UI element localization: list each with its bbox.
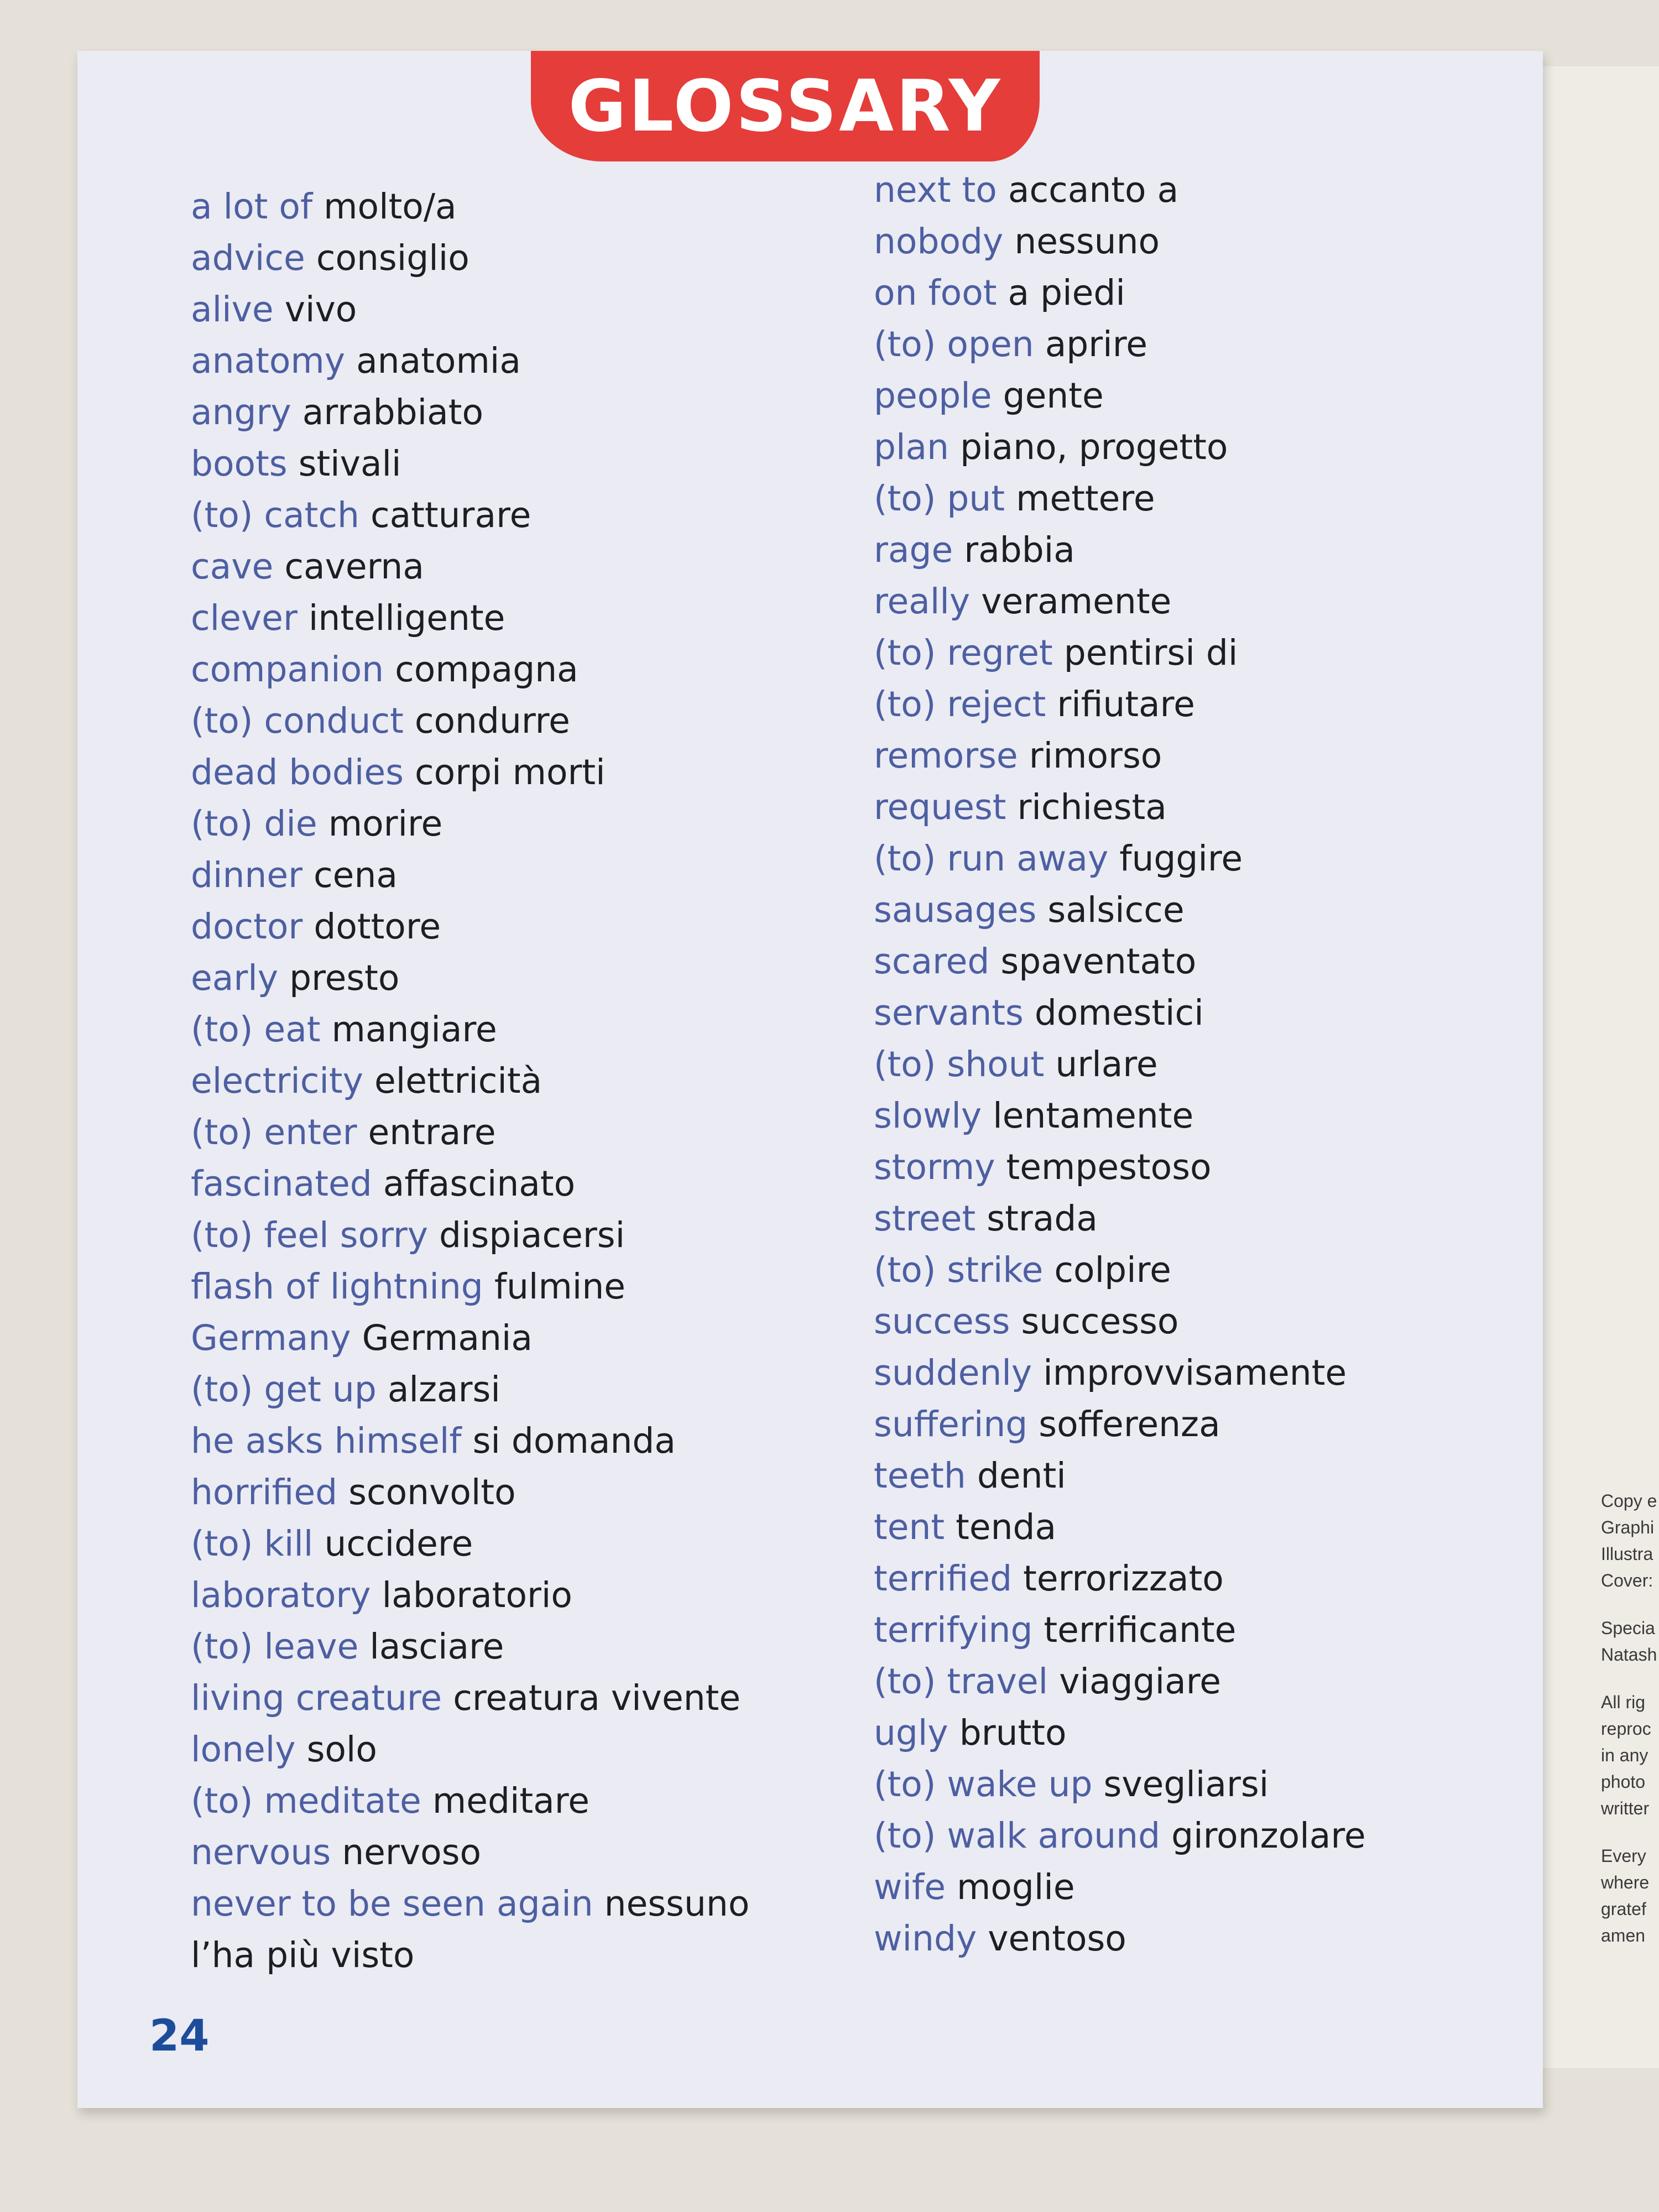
english-term: (to) put xyxy=(874,478,1005,519)
italian-translation: compagna xyxy=(395,649,578,690)
italian-translation: salsicce xyxy=(1047,890,1185,930)
glossary-entry xyxy=(191,489,854,541)
english-term: lonely xyxy=(191,1729,296,1770)
english-term: request xyxy=(874,787,1006,827)
glossary-entry xyxy=(874,679,1537,730)
credit-line: Every xyxy=(1601,1846,1646,1866)
english-term: (to) eat xyxy=(191,1009,321,1050)
italian-translation: Germania xyxy=(362,1318,533,1358)
italian-translation: laboratorio xyxy=(382,1575,572,1615)
english-term: (to) travel xyxy=(874,1661,1048,1702)
english-term: (to) run away xyxy=(874,838,1109,879)
glossary-entry xyxy=(191,1055,854,1107)
italian-translation: colpire xyxy=(1054,1250,1171,1290)
italian-translation: piano, progetto xyxy=(960,427,1228,467)
italian-translation: terrificante xyxy=(1044,1610,1237,1650)
english-term: tent xyxy=(874,1507,945,1547)
glossary-entry xyxy=(874,1450,1537,1501)
glossary-entry xyxy=(874,421,1537,473)
glossary-entry xyxy=(191,1312,854,1364)
italian-translation: rabbia xyxy=(964,530,1075,570)
glossary-entry xyxy=(874,1347,1537,1399)
glossary-column-left xyxy=(191,181,854,1981)
english-term: next to xyxy=(874,170,997,210)
english-term: stormy xyxy=(874,1147,995,1187)
credit-line: Illustra xyxy=(1601,1544,1653,1564)
credit-line: in any xyxy=(1601,1745,1648,1765)
glossary-entry xyxy=(191,1672,854,1724)
glossary-entry xyxy=(191,1621,854,1672)
italian-translation: ventoso xyxy=(988,1918,1126,1959)
glossary-entry xyxy=(191,901,854,952)
italian-translation: nessuno xyxy=(1014,221,1160,262)
english-term: (to) get up xyxy=(191,1369,377,1410)
italian-translation: uccidere xyxy=(324,1524,473,1564)
italian-translation: sofferenza xyxy=(1039,1404,1220,1444)
glossary-entry xyxy=(874,164,1537,216)
glossary-entry xyxy=(874,781,1537,833)
glossary-entry xyxy=(191,1209,854,1261)
glossary-entry xyxy=(874,1244,1537,1296)
glossary-entry xyxy=(191,284,854,335)
glossary-entry xyxy=(191,695,854,747)
english-term: (to) open xyxy=(874,324,1034,364)
english-term: (to) meditate xyxy=(191,1781,421,1821)
english-term: scared xyxy=(874,941,990,982)
italian-translation: accanto a xyxy=(1008,170,1179,210)
glossary-entry xyxy=(191,592,854,644)
italian-translation: stivali xyxy=(298,444,401,484)
italian-translation: moglie xyxy=(957,1867,1075,1907)
glossary-entry-continuation xyxy=(191,1929,854,1981)
credit-line: writter xyxy=(1601,1798,1650,1818)
english-term: terrified xyxy=(874,1558,1013,1599)
italian-translation: nessuno xyxy=(604,1884,750,1924)
english-term: terrifying xyxy=(874,1610,1033,1650)
italian-translation: rifiutare xyxy=(1057,684,1195,724)
glossary-entry xyxy=(874,1707,1537,1759)
glossary-entry xyxy=(191,644,854,695)
glossary-entry xyxy=(191,747,854,798)
credit-line xyxy=(1601,1594,1659,1615)
credit-line: All rig xyxy=(1601,1692,1646,1712)
english-term: alive xyxy=(191,289,274,330)
glossary-entry xyxy=(874,216,1537,267)
italian-translation: tempestoso xyxy=(1006,1147,1212,1187)
italian-translation: alzarsi xyxy=(387,1369,500,1410)
english-term: (to) catch xyxy=(191,495,359,535)
glossary-entry xyxy=(874,576,1537,627)
glossary-entry xyxy=(874,1759,1537,1810)
glossary-entry xyxy=(874,1913,1537,1964)
english-term: slowly xyxy=(874,1095,982,1136)
glossary-column-right xyxy=(874,164,1537,1964)
italian-translation: elettricità xyxy=(374,1061,542,1101)
italian-translation: caverna xyxy=(284,546,424,587)
english-term: really xyxy=(874,581,971,622)
glossary-entry xyxy=(191,798,854,849)
english-term: clever xyxy=(191,598,298,638)
italian-translation: a piedi xyxy=(1008,273,1125,313)
italian-translation: rimorso xyxy=(1029,735,1162,776)
english-term: a lot of xyxy=(191,186,313,227)
glossary-entry xyxy=(874,1656,1537,1707)
glossary-entry xyxy=(191,438,854,489)
glossary-entry xyxy=(874,1296,1537,1347)
english-term: rage xyxy=(874,530,953,570)
credit-line: photo xyxy=(1601,1772,1646,1792)
english-term: teeth xyxy=(874,1455,966,1496)
italian-translation: cena xyxy=(314,855,398,895)
glossary-entry xyxy=(874,1399,1537,1450)
english-term: flash of lightning xyxy=(191,1266,483,1307)
glossary-entry xyxy=(191,1518,854,1569)
italian-translation: aprire xyxy=(1045,324,1147,364)
italian-translation: fuggire xyxy=(1119,838,1243,879)
italian-translation: corpi morti xyxy=(415,752,606,792)
english-term: suffering xyxy=(874,1404,1028,1444)
english-term: nervous xyxy=(191,1832,331,1872)
italian-translation: dispiacersi xyxy=(439,1215,625,1255)
italian-translation-continued: l’ha più visto xyxy=(191,1935,415,1975)
italian-translation: spaventato xyxy=(1000,941,1197,982)
glossary-entry xyxy=(874,987,1537,1039)
glossary-page xyxy=(77,51,1543,2108)
italian-translation: catturare xyxy=(370,495,531,535)
english-term: (to) wake up xyxy=(874,1764,1093,1804)
english-term: remorse xyxy=(874,735,1018,776)
english-term: plan xyxy=(874,427,950,467)
glossary-entry xyxy=(191,1004,854,1055)
glossary-entry xyxy=(191,849,854,901)
glossary-entry xyxy=(874,1039,1537,1090)
glossary-entry xyxy=(874,1501,1537,1553)
glossary-entry xyxy=(191,1724,854,1775)
italian-translation: denti xyxy=(977,1455,1066,1496)
italian-translation: arrabbiato xyxy=(302,392,483,432)
credit-line xyxy=(1601,1668,1659,1689)
italian-translation: urlare xyxy=(1055,1044,1158,1084)
italian-translation: morire xyxy=(328,804,443,844)
english-term: living creature xyxy=(191,1678,442,1718)
english-term: advice xyxy=(191,238,305,278)
credit-line: Natash xyxy=(1601,1645,1657,1665)
page-title: GLOSSARY xyxy=(568,65,1003,148)
glossary-entry xyxy=(874,1861,1537,1913)
credit-line: amen xyxy=(1601,1926,1646,1945)
english-term: (to) shout xyxy=(874,1044,1045,1084)
italian-translation: veramente xyxy=(981,581,1172,622)
italian-translation: anatomia xyxy=(356,341,521,381)
glossary-entry xyxy=(191,232,854,284)
glossary-entry xyxy=(874,1604,1537,1656)
english-term: companion xyxy=(191,649,384,690)
glossary-entry xyxy=(874,473,1537,524)
english-term: (to) die xyxy=(191,804,317,844)
glossary-entry xyxy=(191,1158,854,1209)
english-term: doctor xyxy=(191,906,303,947)
glossary-entry xyxy=(191,1467,854,1518)
glossary-entry xyxy=(191,1878,854,1929)
english-term: he asks himself xyxy=(191,1421,462,1461)
glossary-entry xyxy=(874,833,1537,884)
italian-translation: improvvisamente xyxy=(1043,1353,1347,1393)
english-term: street xyxy=(874,1198,976,1239)
glossary-entry xyxy=(191,1827,854,1878)
credit-line xyxy=(1601,1822,1659,1843)
glossary-entry xyxy=(191,952,854,1004)
english-term: (to) feel sorry xyxy=(191,1215,429,1255)
italian-translation: pentirsi di xyxy=(1063,633,1238,673)
glossary-entry xyxy=(874,319,1537,370)
english-term: nobody xyxy=(874,221,1004,262)
italian-translation: si domanda xyxy=(472,1421,676,1461)
italian-translation: brutto xyxy=(959,1713,1067,1753)
credit-line: where xyxy=(1601,1872,1650,1892)
italian-translation: lasciare xyxy=(369,1626,504,1667)
english-term: laboratory xyxy=(191,1575,371,1615)
glossary-entry xyxy=(874,267,1537,319)
italian-translation: domestici xyxy=(1034,993,1204,1033)
italian-translation: intelligente xyxy=(308,598,505,638)
english-term: windy xyxy=(874,1918,977,1959)
english-term: early xyxy=(191,958,279,998)
italian-translation: vivo xyxy=(284,289,357,330)
english-term: (to) strike xyxy=(874,1250,1044,1290)
english-term: boots xyxy=(191,444,288,484)
glossary-entry xyxy=(191,1775,854,1827)
italian-translation: entrare xyxy=(368,1112,496,1152)
italian-translation: mangiare xyxy=(331,1009,497,1050)
credit-line: Specia xyxy=(1601,1618,1655,1638)
english-term: cave xyxy=(191,546,274,587)
italian-translation: meditare xyxy=(432,1781,590,1821)
italian-translation: solo xyxy=(306,1729,377,1770)
italian-translation: presto xyxy=(289,958,400,998)
glossary-entry xyxy=(191,1415,854,1467)
italian-translation: gironzolare xyxy=(1171,1815,1366,1856)
glossary-entry xyxy=(874,1553,1537,1604)
italian-translation: consiglio xyxy=(316,238,469,278)
glossary-entry xyxy=(191,1569,854,1621)
english-term: dead bodies xyxy=(191,752,404,792)
italian-translation: lentamente xyxy=(993,1095,1194,1136)
glossary-entry xyxy=(191,541,854,592)
credit-line: reproc xyxy=(1601,1719,1651,1739)
english-term: servants xyxy=(874,993,1024,1033)
english-term: anatomy xyxy=(191,341,346,381)
english-term: fascinated xyxy=(191,1164,372,1204)
english-term: horrified xyxy=(191,1472,338,1512)
english-term: ugly xyxy=(874,1713,948,1753)
italian-translation: dottore xyxy=(314,906,441,947)
credit-line: Cover: xyxy=(1601,1571,1653,1590)
italian-translation: viaggiare xyxy=(1059,1661,1221,1702)
english-term: (to) walk around xyxy=(874,1815,1161,1856)
english-term: suddenly xyxy=(874,1353,1032,1393)
english-term: (to) reject xyxy=(874,684,1046,724)
italian-translation: strada xyxy=(987,1198,1098,1239)
glossary-entry xyxy=(874,627,1537,679)
glossary-entry xyxy=(874,1193,1537,1244)
italian-translation: successo xyxy=(1021,1301,1179,1342)
english-term: dinner xyxy=(191,855,303,895)
glossary-entry xyxy=(874,1810,1537,1861)
italian-translation: molto/a xyxy=(324,186,457,227)
glossary-entry xyxy=(191,335,854,387)
italian-translation: nervoso xyxy=(342,1832,481,1872)
english-term: sausages xyxy=(874,890,1037,930)
english-term: (to) enter xyxy=(191,1112,357,1152)
english-term: (to) conduct xyxy=(191,701,404,741)
glossary-entry xyxy=(191,387,854,438)
glossary-entry xyxy=(874,884,1537,936)
english-term: on foot xyxy=(874,273,997,313)
english-term: wife xyxy=(874,1867,946,1907)
english-term: people xyxy=(874,375,992,416)
italian-translation: creatura vivente xyxy=(453,1678,741,1718)
adjacent-page-credits xyxy=(1601,1488,1659,1949)
italian-translation: gente xyxy=(1003,375,1104,416)
italian-translation: affascinato xyxy=(383,1164,576,1204)
english-term: Germany xyxy=(191,1318,351,1358)
english-term: (to) leave xyxy=(191,1626,359,1667)
italian-translation: tenda xyxy=(956,1507,1057,1547)
glossary-entry xyxy=(874,370,1537,421)
title-banner xyxy=(531,51,1040,161)
glossary-entry xyxy=(874,936,1537,987)
italian-translation: terrorizzato xyxy=(1023,1558,1224,1599)
glossary-entry xyxy=(191,1107,854,1158)
glossary-entry xyxy=(874,730,1537,781)
italian-translation: svegliarsi xyxy=(1103,1764,1269,1804)
english-term: (to) regret xyxy=(874,633,1053,673)
credit-line: Graphi xyxy=(1601,1517,1655,1537)
italian-translation: sconvolto xyxy=(348,1472,516,1512)
credit-line: gratef xyxy=(1601,1899,1646,1919)
italian-translation: mettere xyxy=(1016,478,1155,519)
italian-translation: richiesta xyxy=(1017,787,1167,827)
english-term: success xyxy=(874,1301,1010,1342)
glossary-entry xyxy=(191,1261,854,1312)
english-term: (to) kill xyxy=(191,1524,314,1564)
glossary-entry xyxy=(874,524,1537,576)
glossary-entry xyxy=(191,181,854,232)
italian-translation: condurre xyxy=(414,701,570,741)
italian-translation: fulmine xyxy=(494,1266,626,1307)
english-term: angry xyxy=(191,392,291,432)
glossary-entry xyxy=(874,1141,1537,1193)
glossary-entry xyxy=(874,1090,1537,1141)
credit-line: Copy e xyxy=(1601,1491,1657,1511)
glossary-entry xyxy=(191,1364,854,1415)
english-term: electricity xyxy=(191,1061,363,1101)
english-term: never to be seen again xyxy=(191,1884,593,1924)
page-number: 24 xyxy=(149,2011,210,2061)
